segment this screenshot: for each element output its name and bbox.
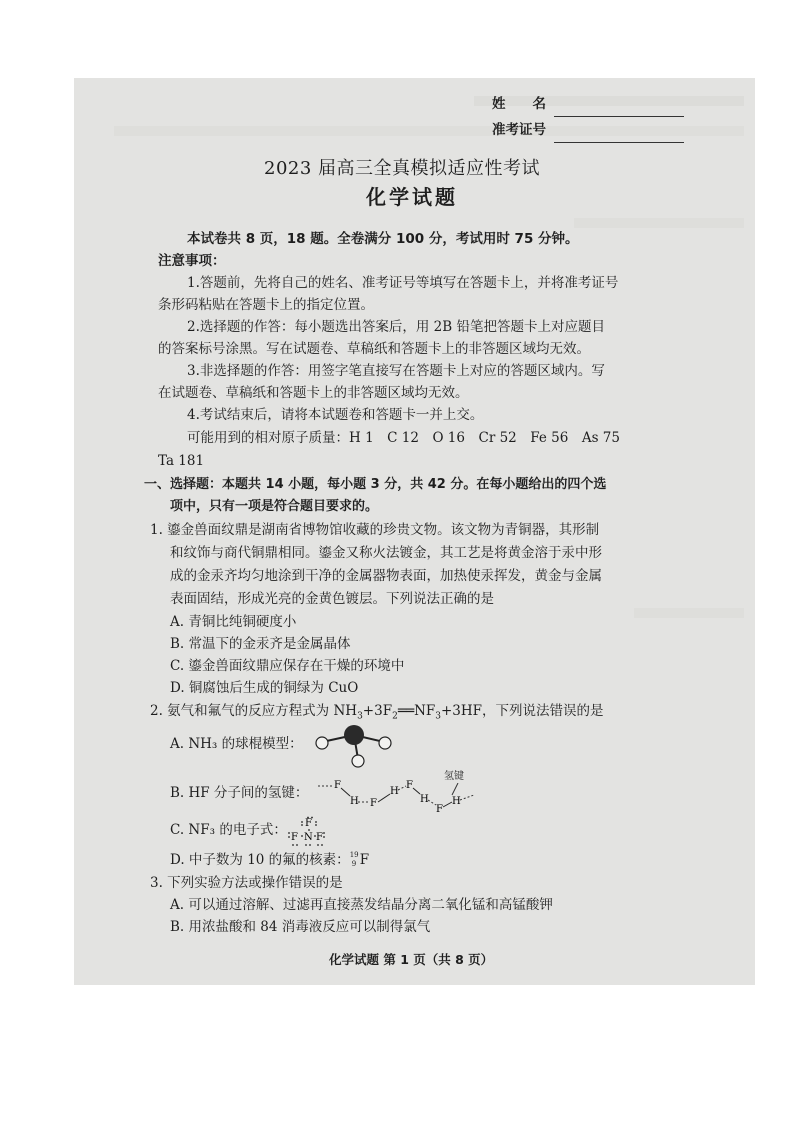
notice-item: 在试题卷、草稿纸和答题卡上的非答题区域均无效。	[158, 385, 469, 401]
notice-item: 3.非选择题的作答：用签字笔直接写在答题卡上对应的答题区域内。写	[187, 363, 605, 379]
ball-stick-model-icon	[312, 722, 396, 770]
exam-intro: 本试卷共 8 页，18 题。全卷满分 100 分，考试用时 75 分钟。	[187, 231, 579, 247]
name-field	[554, 102, 684, 117]
svg-text:F: F	[305, 818, 312, 829]
question-3-option-b: B. 用浓盐酸和 84 消毒液反应可以制得氯气	[170, 919, 431, 935]
name-label: 姓 名	[492, 96, 546, 112]
notice-item: 4.考试结束后，请将本试题卷和答题卡一并上交。	[187, 407, 484, 423]
bleed-through	[574, 218, 744, 228]
section-heading-cont: 项中，只有一项是符合题目要求的。	[170, 499, 379, 514]
exam-page	[74, 78, 755, 985]
notice-item: 1.答题前，先将自己的姓名、准考证号等填写在答题卡上，并将准考证号	[187, 275, 619, 291]
notice-item: 的答案标号涂黑。写在试题卷、草稿纸和答题卡上的非答题区域均无效。	[158, 341, 590, 357]
ticket-field	[554, 128, 684, 143]
hydrogen-bond-label: 氢键	[444, 771, 464, 782]
question-1-stem: 成的金汞齐均匀地涂到干净的金属器物表面，加热使汞挥发，黄金与金属	[170, 568, 602, 584]
ticket-label: 准考证号	[492, 122, 546, 138]
question-1-stem: 1. 鎏金兽面纹鼎是湖南省博物馆收藏的珍贵文物。该文物为青铜器，其形制	[150, 522, 600, 538]
atomic-masses: 可能用到的相对原子质量：H 1 C 12 O 16 Cr 52 Fe 56 As 75	[187, 430, 620, 446]
subject-title: 化学试题	[366, 185, 458, 209]
question-2-option-b: B. HF 分子间的氢键：	[170, 785, 309, 801]
electron-dot-formula	[288, 816, 328, 850]
notice-heading: 注意事项：	[158, 253, 226, 269]
question-1-option-a: A. 青铜比纯铜硬度小	[170, 614, 297, 630]
question-1-option-b: B. 常温下的金汞齐是金属晶体	[170, 636, 351, 652]
svg-text:N: N	[304, 832, 313, 843]
page-footer: 化学试题 第 1 页（共 8 页）	[329, 952, 494, 967]
notice-item: 条形码粘贴在答题卡上的指定位置。	[158, 297, 374, 313]
svg-text:F: F	[291, 832, 298, 843]
label-pointer-icon	[448, 783, 468, 797]
question-1-option-c: C. 鎏金兽面纹鼎应保存在干燥的环境中	[170, 658, 405, 674]
question-2-option-c: C. NF₃ 的电子式：	[170, 822, 287, 838]
svg-text:F: F	[334, 780, 341, 791]
question-1-stem: 和纹饰与商代铜鼎相同。鎏金又称火法镀金，其工艺是将黄金溶于汞中形	[170, 545, 602, 561]
section-heading: 一、选择题：本题共 14 小题，每小题 3 分，共 42 分。在每小题给出的四个选	[144, 477, 607, 492]
question-1-option-d: D. 铜腐蚀后生成的铜绿为 CuO	[170, 680, 359, 696]
question-3-stem: 3. 下列实验方法或操作错误的是	[150, 875, 343, 891]
exam-title: 2023 届高三全真模拟适应性考试	[264, 158, 541, 179]
svg-text:F: F	[436, 804, 443, 815]
question-3-option-a: A. 可以通过溶解、过滤再直接蒸发结晶分离二氧化锰和高锰酸钾	[170, 897, 553, 913]
notice-item: 2.选择题的作答：每小题选出答案后，用 2B 铅笔把答题卡上对应题目	[187, 319, 605, 335]
svg-text:F: F	[370, 798, 377, 809]
bleed-through	[634, 608, 744, 618]
question-2-option-a: A. NH₃ 的球棍模型：	[170, 736, 303, 752]
svg-text:H: H	[350, 796, 359, 807]
svg-text:F: F	[316, 832, 323, 843]
svg-text:H: H	[390, 786, 399, 797]
svg-text:H: H	[452, 796, 461, 807]
question-2-stem: 2. 氨气和氟气的反应方程式为 $NH_3+3F_2══NF_3+3HF$，下列说法错误的是	[150, 703, 604, 722]
question-2-option-d: D. 中子数为 10 的氟的核素： 19 9 F	[170, 850, 370, 868]
question-1-stem: 表面固结，形成光亮的金黄色镀层。下列说法正确的是	[170, 591, 494, 607]
svg-text:H: H	[420, 794, 429, 805]
svg-text:F: F	[406, 780, 413, 791]
atomic-masses-cont: Ta 181	[158, 453, 205, 469]
